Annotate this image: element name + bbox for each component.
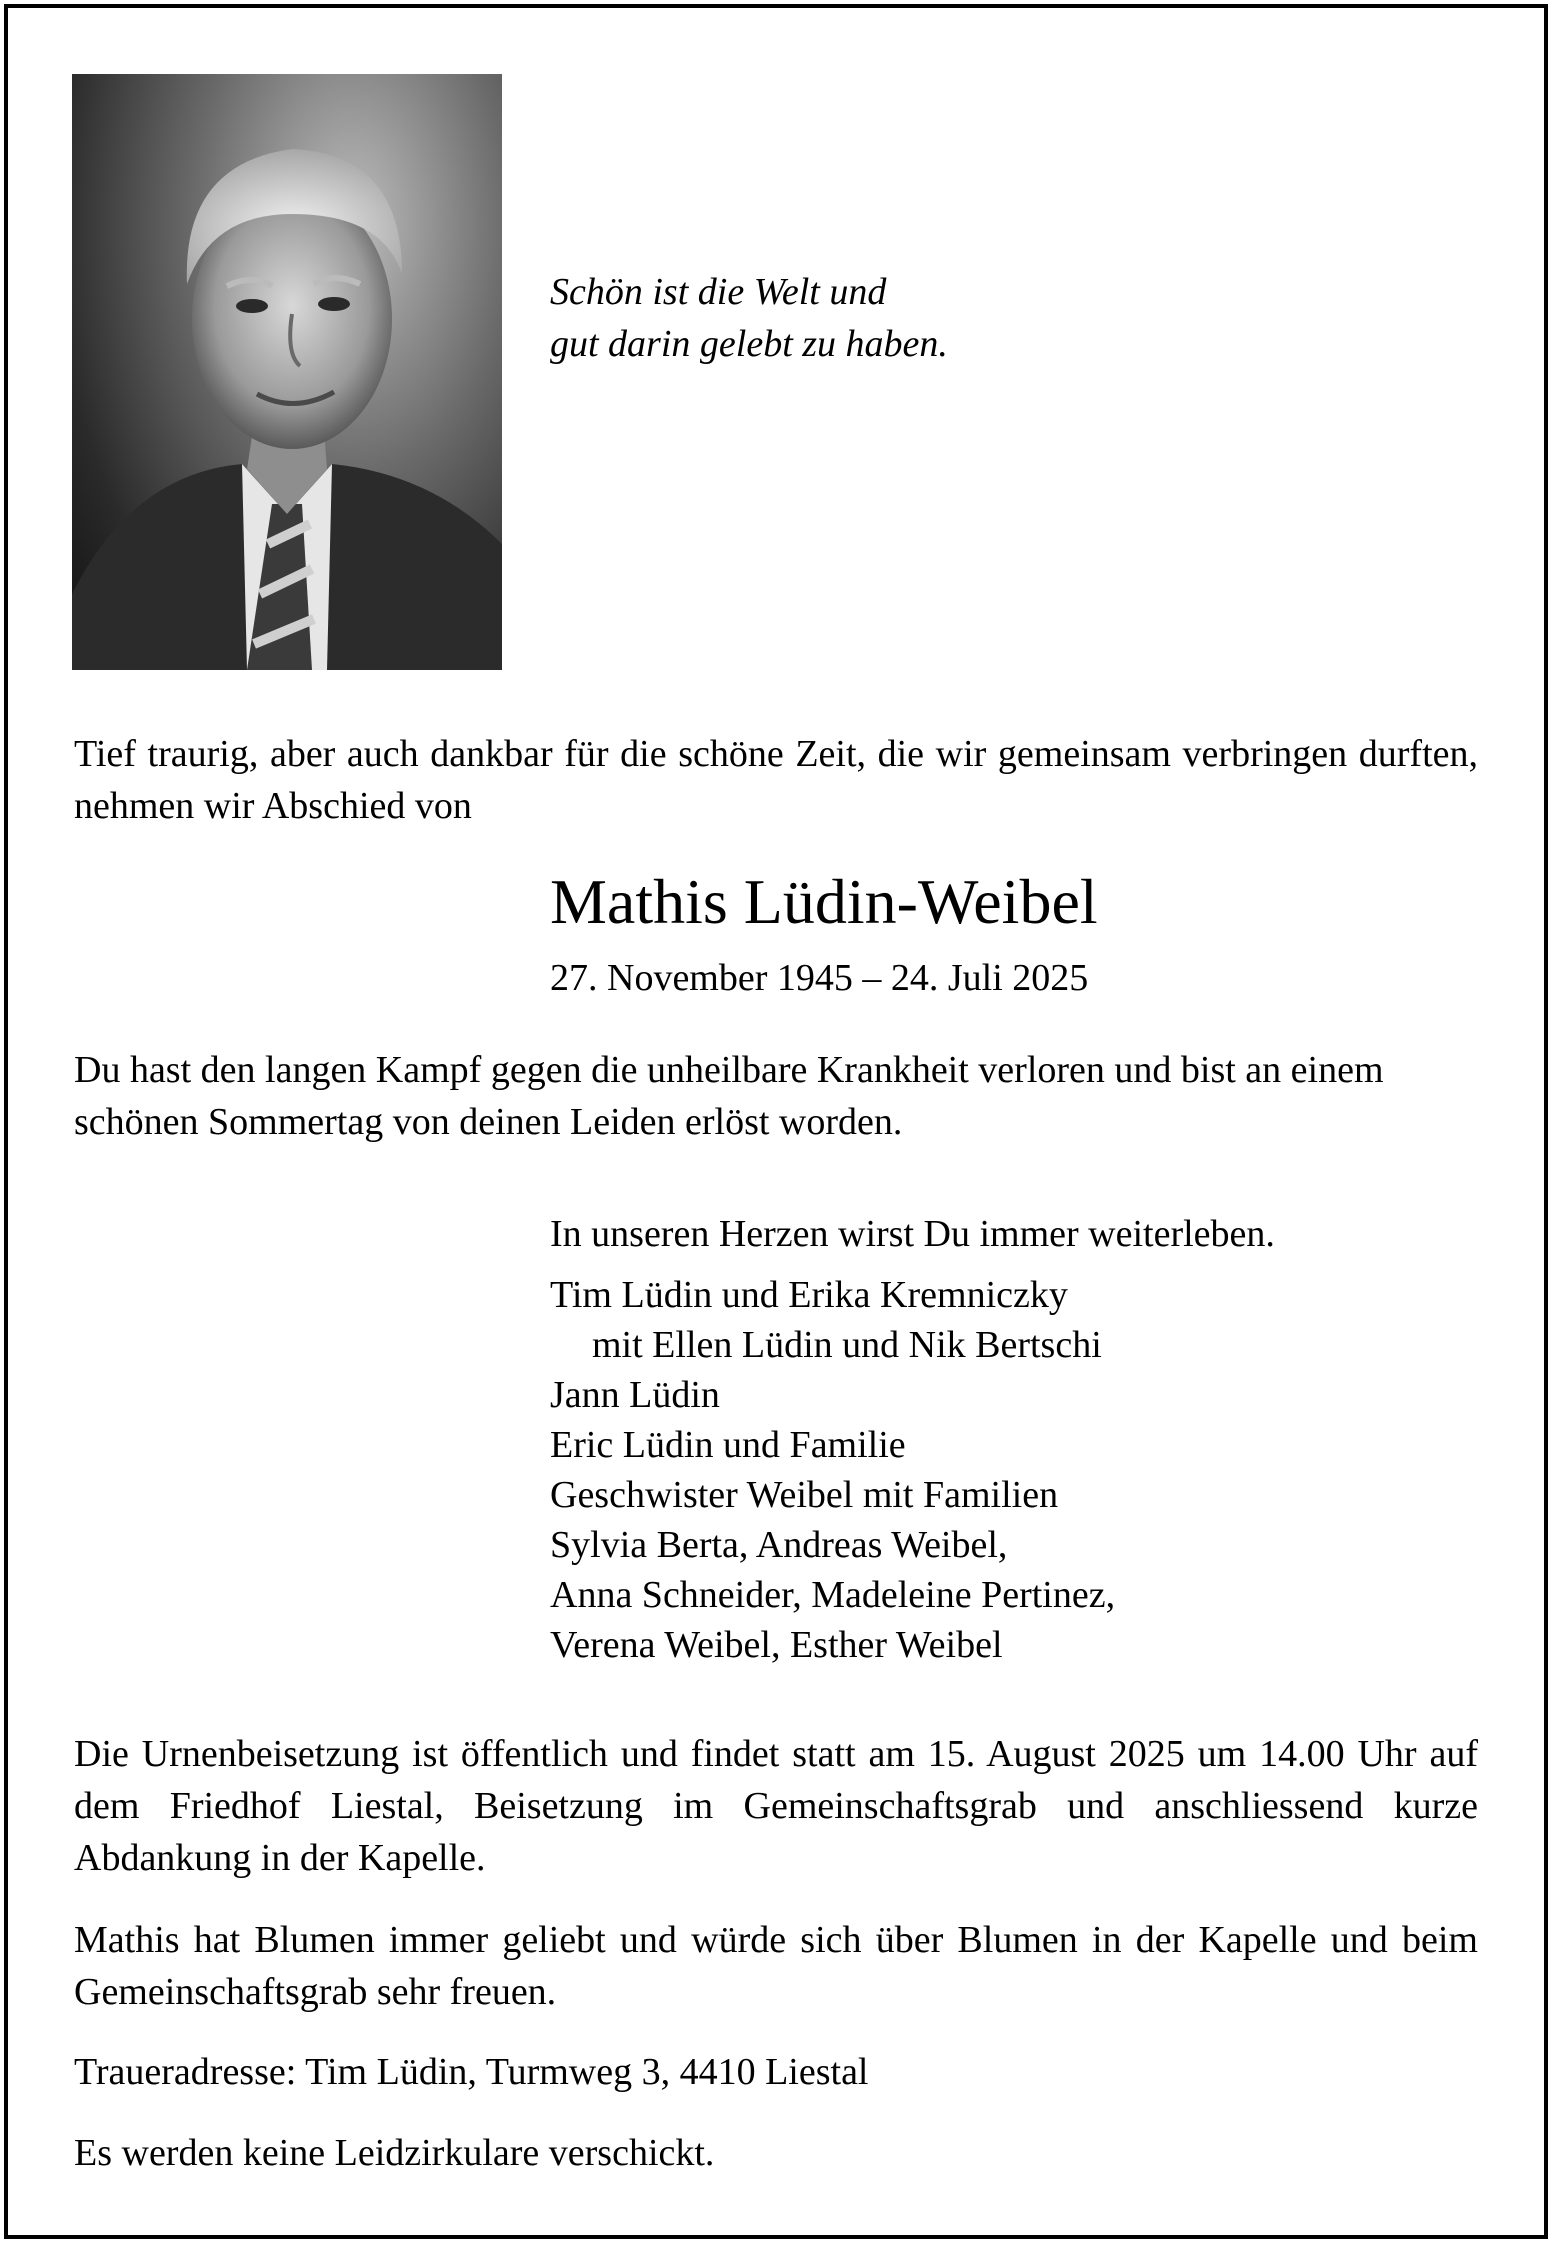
life-dates: 27. November 1945 – 24. Juli 2025: [550, 957, 1089, 999]
quote: [550, 266, 948, 370]
notice-line: Es werden keine Leidzirkulare verschickt.: [74, 2132, 715, 2174]
mourner-line: Eric Lüdin und Familie: [550, 1424, 906, 1466]
condolence-address: Traueradresse: Tim Lüdin, Turmweg 3, 4410 Liestal: [74, 2051, 869, 2093]
portrait-photo: [72, 74, 502, 670]
tribute-paragraph: Du hast den langen Kampf gegen die unheilbare Krankheit verloren und bist an einem schönen Sommertag von deinen Leiden erlöst worden.: [74, 1049, 1384, 1143]
closing-line: In unseren Herzen wirst Du immer weiterleben.: [550, 1213, 1275, 1255]
mourners-list: [550, 1270, 1115, 1670]
mourner-line: Sylvia Berta, Andreas Weibel,: [550, 1524, 1008, 1566]
mourner-line: Geschwister Weibel mit Familien: [550, 1474, 1059, 1516]
deceased-name: Mathis Lüdin-Weibel: [550, 866, 1098, 937]
ceremony-paragraph: Die Urnenbeisetzung ist öffentlich und findet statt am 15. August 2025 um 14.00 Uhr auf dem Friedhof Liestal, Beisetzung im Gemeinschaftsgrab und anschliessend kurze Abdankung in der Kapelle.: [74, 1733, 1478, 1879]
flowers-paragraph: Mathis hat Blumen immer geliebt und würde sich über Blumen in der Kapelle und beim Gemeinschaftsgrab sehr freuen.: [74, 1919, 1478, 2013]
quote-line-2: gut darin gelebt zu haben.: [550, 323, 948, 365]
mourner-line: Tim Lüdin und Erika Kremniczky: [550, 1274, 1068, 1316]
mourner-line: Jann Lüdin: [550, 1374, 720, 1416]
intro-paragraph: Tief traurig, aber auch dankbar für die schöne Zeit, die wir gemeinsam verbringen durften, nehmen wir Abschied von: [74, 733, 1478, 827]
mourner-line: Anna Schneider, Madeleine Pertinez,: [550, 1574, 1116, 1616]
quote-line-1: Schön ist die Welt und: [550, 271, 887, 313]
mourner-line: mit Ellen Lüdin und Nik Bertschi: [592, 1324, 1102, 1366]
mourner-line: Verena Weibel, Esther Weibel: [550, 1624, 1003, 1666]
